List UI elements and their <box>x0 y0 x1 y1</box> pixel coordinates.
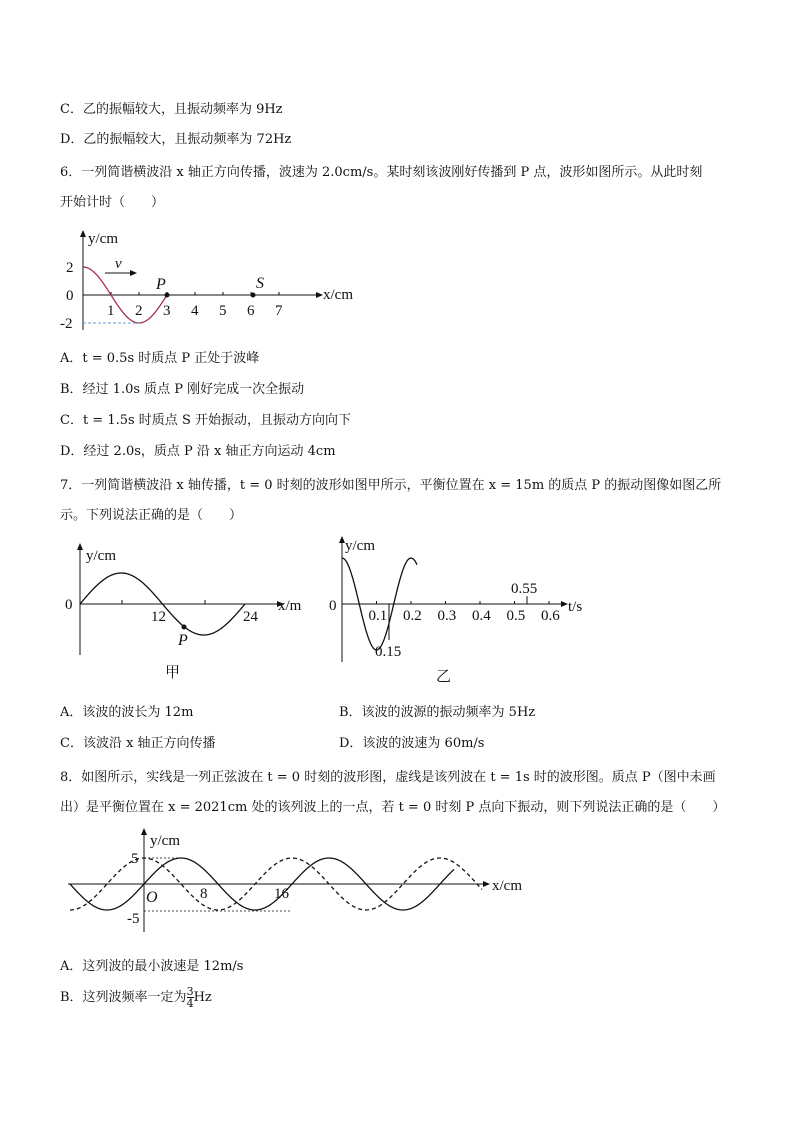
option-b-q8-unit: Hz <box>193 990 212 1005</box>
option-b-q8 <box>60 986 212 1009</box>
option-c-q5: C．乙的振幅较大，且振动频率为 9Hz <box>60 102 283 117</box>
figure-q6-wave <box>55 228 375 338</box>
fig8-y-top: 5 <box>131 851 139 867</box>
fig7b-x-tick-0.4: 0.4 <box>472 608 491 624</box>
fig6-x-axis-label: x/cm <box>323 287 353 303</box>
fig6-x-tick-3: 3 <box>163 303 171 319</box>
fig8-tick-16: 16 <box>274 886 289 902</box>
figure-q7-yi <box>329 532 590 685</box>
option-a-q7: A．该波的波长为 12m <box>60 705 194 720</box>
fig7b-annot-055: 0.55 <box>511 581 538 597</box>
fig8-origin-label: O <box>146 889 158 906</box>
figure-q8-waves <box>62 826 532 936</box>
fig6-velocity-label: v <box>115 256 122 272</box>
fig6-y-tick--2: -2 <box>60 316 73 332</box>
option-b-q8-fraction <box>187 986 194 1009</box>
fig7a-tick-24: 24 <box>243 609 258 625</box>
fig7b-x-tick-0.1: 0.1 <box>368 608 388 624</box>
option-a-q6: A．t = 0.5s 时质点 P 正处于波峰 <box>60 351 260 366</box>
fig8-y-bottom: -5 <box>127 911 140 927</box>
option-b-q8-prefix: B．这列波频率一定为 <box>60 990 187 1005</box>
fig7b-origin-label: 0 <box>329 598 337 614</box>
fig7a-x-axis-label: x/m <box>278 598 302 614</box>
fig8-tick-8: 8 <box>200 886 208 902</box>
fig6-y-tick-2: 2 <box>66 260 74 276</box>
fig6-y-axis-label: y/cm <box>88 231 118 247</box>
question-6-stem-cont: 开始计时（ ） <box>60 195 165 210</box>
fig7b-caption: 乙 <box>436 669 452 685</box>
option-a-q8: A．这列波的最小波速是 12m/s <box>60 959 244 974</box>
fig7b-x-tick-0.5: 0.5 <box>506 608 526 624</box>
fig7b-x-axis-label: t/s <box>568 599 583 615</box>
fig6-x-tick-2: 2 <box>135 303 143 319</box>
question-8-stem-cont: 出）是平衡位置在 x = 2021cm 处的该列波上的一点，若 t = 0 时刻 P 点向下振动，则下列说法正确的是（ ） <box>60 800 726 815</box>
question-8-stem: 8．如图所示，实线是一列正弦波在 t = 0 时刻的波形图，虚线是该列波在 t = 1s 时的波形图。质点 P（图中未画 <box>60 770 716 785</box>
fig7a-tick-12: 12 <box>151 609 166 625</box>
fig7a-origin-label: 0 <box>65 597 73 613</box>
fig7b-x-tick-0.2: 0.2 <box>403 608 422 624</box>
fig6-point-s <box>251 293 256 298</box>
fig6-p-label: P <box>156 276 166 293</box>
fig6-x-tick-6: 6 <box>247 303 255 319</box>
fig7b-x-tick-0.3: 0.3 <box>437 608 457 624</box>
fig7a-point-p <box>182 625 187 630</box>
fig6-x-tick-1: 1 <box>107 303 115 319</box>
fig7b-x-tick-0.6: 0.6 <box>541 608 560 624</box>
fig8-x-axis-label: x/cm <box>492 878 522 894</box>
fig7a-p-label: P <box>178 632 188 649</box>
option-c-q6: C．t = 1.5s 时质点 S 开始振动，且振动方向向下 <box>60 413 351 428</box>
fig6-s-label: S <box>256 275 264 292</box>
question-6-stem: 6．一列简谐横波沿 x 轴正方向传播，波速为 2.0cm/s。某时刻该波刚好传播到 P 点，波形如图所示。从此时刻 <box>60 165 703 180</box>
option-d-q5: D．乙的振幅较大，且振动频率为 72Hz <box>60 132 292 147</box>
fig6-y-tick-0: 0 <box>66 288 74 304</box>
fig7b-y-axis-label: y/cm <box>345 538 375 554</box>
option-b-q6: B．经过 1.0s 质点 P 刚好完成一次全振动 <box>60 382 305 397</box>
fig6-x-tick-5: 5 <box>219 303 227 319</box>
fig6-point-p <box>165 293 170 298</box>
question-7-stem: 7．一列简谐横波沿 x 轴传播，t = 0 时刻的波形如图甲所示，平衡位置在 x = 15m 的质点 P 的振动图像如图乙所 <box>60 478 722 493</box>
fig7a-caption: 甲 <box>165 665 181 681</box>
fig7a-y-axis-label: y/cm <box>86 548 116 564</box>
option-d-q6: D．经过 2.0s，质点 P 沿 x 轴正方向运动 4cm <box>60 444 336 459</box>
fig8-y-axis-label: y/cm <box>150 833 180 849</box>
fraction-denominator: 4 <box>186 997 194 1010</box>
figure-q7-jia <box>60 540 310 680</box>
fig7b-annot-015: 0.15 <box>375 644 402 660</box>
option-c-q7: C．该波沿 x 轴正方向传播 <box>60 736 216 751</box>
fig6-x-tick-4: 4 <box>191 303 199 319</box>
fig6-x-tick-7: 7 <box>275 303 283 319</box>
option-d-q7: D．该波的波速为 60m/s <box>339 736 485 751</box>
option-b-q7: B．该波的波源的振动频率为 5Hz <box>339 705 536 720</box>
fraction-numerator: 3 <box>186 985 194 998</box>
question-7-stem-cont: 示。下列说法正确的是（ ） <box>60 508 243 523</box>
